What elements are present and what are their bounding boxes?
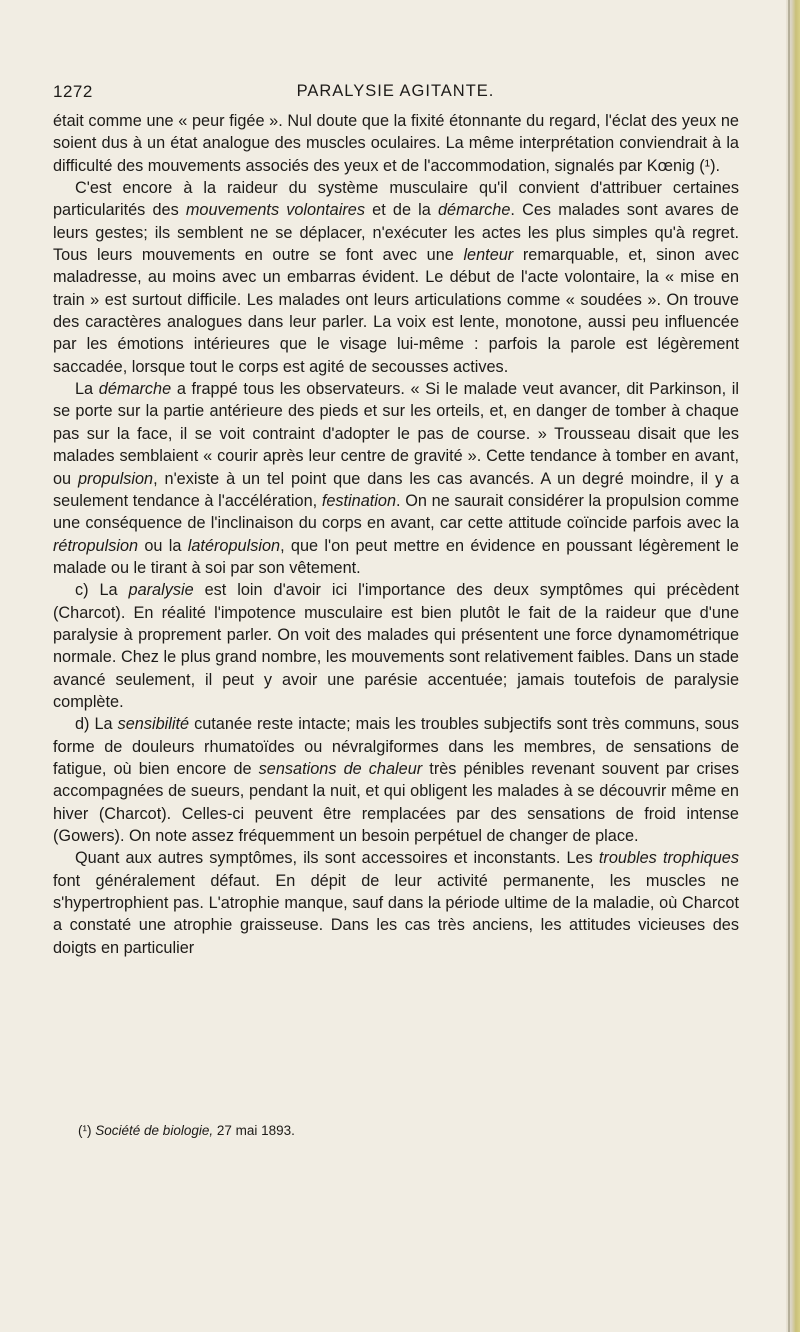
page-gutter-line [788, 0, 790, 1332]
italic-term: démarche [98, 380, 172, 399]
paragraph [53, 110, 739, 177]
italic-term: démarche [438, 201, 511, 220]
italic-term: lenteur [463, 246, 514, 265]
text-run: a frappé tous les observateurs. « Si le malade veut avancer, dit Parkinson, il se porte sur la partie antérieure des pieds et sur les orteils, et, en danger de tomber à chaque pas sur la face, il se voit contraint d'adopter le pas de course. » Trousseau disait que les malades semblaient « courir après leur centre de gravité ». Cette tendance à tomber en avant, ou [53, 380, 739, 488]
paragraph [53, 713, 739, 847]
italic-term: mouvements volontaires [185, 201, 365, 220]
italic-term: festination [321, 491, 397, 510]
paragraph [53, 847, 739, 959]
italic-term: sensations de chaleur [258, 759, 423, 778]
text-run: , que l'on peut mettre en évidence en poussant légèrement le malade ou le tirant à soi par son vêtement. [53, 536, 739, 577]
italic-term: paralysie [128, 581, 194, 600]
footnote [78, 1123, 295, 1138]
text-run: et de la [364, 201, 438, 220]
page-number: 1272 [53, 82, 93, 101]
running-title: PARALYSIE AGITANTE. [296, 82, 495, 100]
italic-term: rétropulsion [53, 536, 139, 555]
text-run: d) La [75, 715, 118, 734]
text-run: , n'existe à un tel point que dans les cas avancés. A un degré moindre, il y a seulement tendance à l'accélération, [53, 469, 740, 510]
text-run: font généralement défaut. En dépit de leur activité permanente, les muscles ne s'hypertrophient pas. L'atrophie manque, sauf dans la période ultime de la maladie, où Charcot a constaté une atrophie graisseuse. Dans les cas très anciens, les attitudes vicieuses des doigts en particulier [53, 871, 739, 957]
text-run: . On ne saurait considérer la propulsion comme une conséquence de l'inclinaison du corps en avant, car cette attitude coïncide parfois avec la [53, 491, 739, 533]
text-run: cutanée reste intacte; mais les troubles subjectifs sont très communs, sous forme de douleurs rhumatoïdes ou névralgiformes dans les membres, de sensations de fatigue, où bien encore de [53, 715, 739, 778]
text-run: c) La [75, 581, 129, 600]
text-run: est loin d'avoir ici l'importance des deux symptômes qui précèdent (Charcot). En réalité l'impotence musculaire est bien plutôt le fait de la raideur que d'une paralysie à proprement parler. On voit des malades qui présentent une force dynamométrique normale. Chez le plus grand nombre, les mouvements sont relativement faibles. Dans un stade avancé seulement, il peut y avoir une parésie accentuée; jamais toutefois de paralysie complète. [53, 581, 739, 711]
paragraph [53, 378, 739, 579]
italic-term: sensibilité [117, 715, 190, 734]
italic-term: troubles trophiques [598, 849, 739, 868]
page-header [53, 82, 738, 108]
text-run: La [75, 380, 99, 399]
text-run: ou la [138, 536, 188, 555]
text-run: était comme une « peur figée ». Nul doute que la fixité étonnante du regard, l'éclat des yeux ne soient dus à un état analogue des muscles oculaires. La même interprétation conviendrait à la difficulté des mouvements associés des yeux et de l'accommodation, signalés par Kœnig (¹). [53, 112, 739, 175]
italic-term: latéropulsion [187, 536, 281, 555]
footnote-date: 27 mai 1893. [216, 1123, 295, 1138]
text-run: remarquable, et, sinon avec maladresse, au moins avec un embarras évident. Le début de l'acte volontaire, la « mise en train » est surtout difficile. Les malades ont leurs articulations comme « soudées ». On trouve des caractères analogues dans leur parler. La voix est lente, monotone, aussi peu influencée par les émotions intérieures que le visage lui-même : parfois la parole est légèrement saccadée, lorsque tout le corps est agité de secousses actives. [53, 246, 739, 376]
footnote-marker: (¹) [78, 1123, 92, 1138]
footnote-source: Société de biologie, [95, 1123, 214, 1138]
text-run: . Ces malades sont avares de leurs gestes; ils semblent ne se déplacer, n'exécuter les actes les plus simples qu'à regret. Tous leurs mouvements en outre se font avec une [53, 201, 739, 265]
text-run: Quant aux autres symptômes, ils sont accessoires et inconstants. Les [75, 849, 599, 868]
paragraph [53, 177, 739, 378]
text-run: très pénibles revenant souvent par crises accompagnées de sueurs, pendant la nuit, et qui obligent les malades à se découvrir même en hiver (Charcot). Celles-ci peuvent être remplacées par des sensations de froid intense (Gowers). On note assez fréquemment un besoin perpétuel de changer de place. [53, 759, 739, 845]
text-run: C'est encore à la raideur du système musculaire qu'il convient d'attribuer certaines particularités des [53, 179, 739, 220]
paragraph [53, 579, 739, 713]
italic-term: propulsion [77, 469, 154, 488]
body-text [53, 110, 739, 959]
